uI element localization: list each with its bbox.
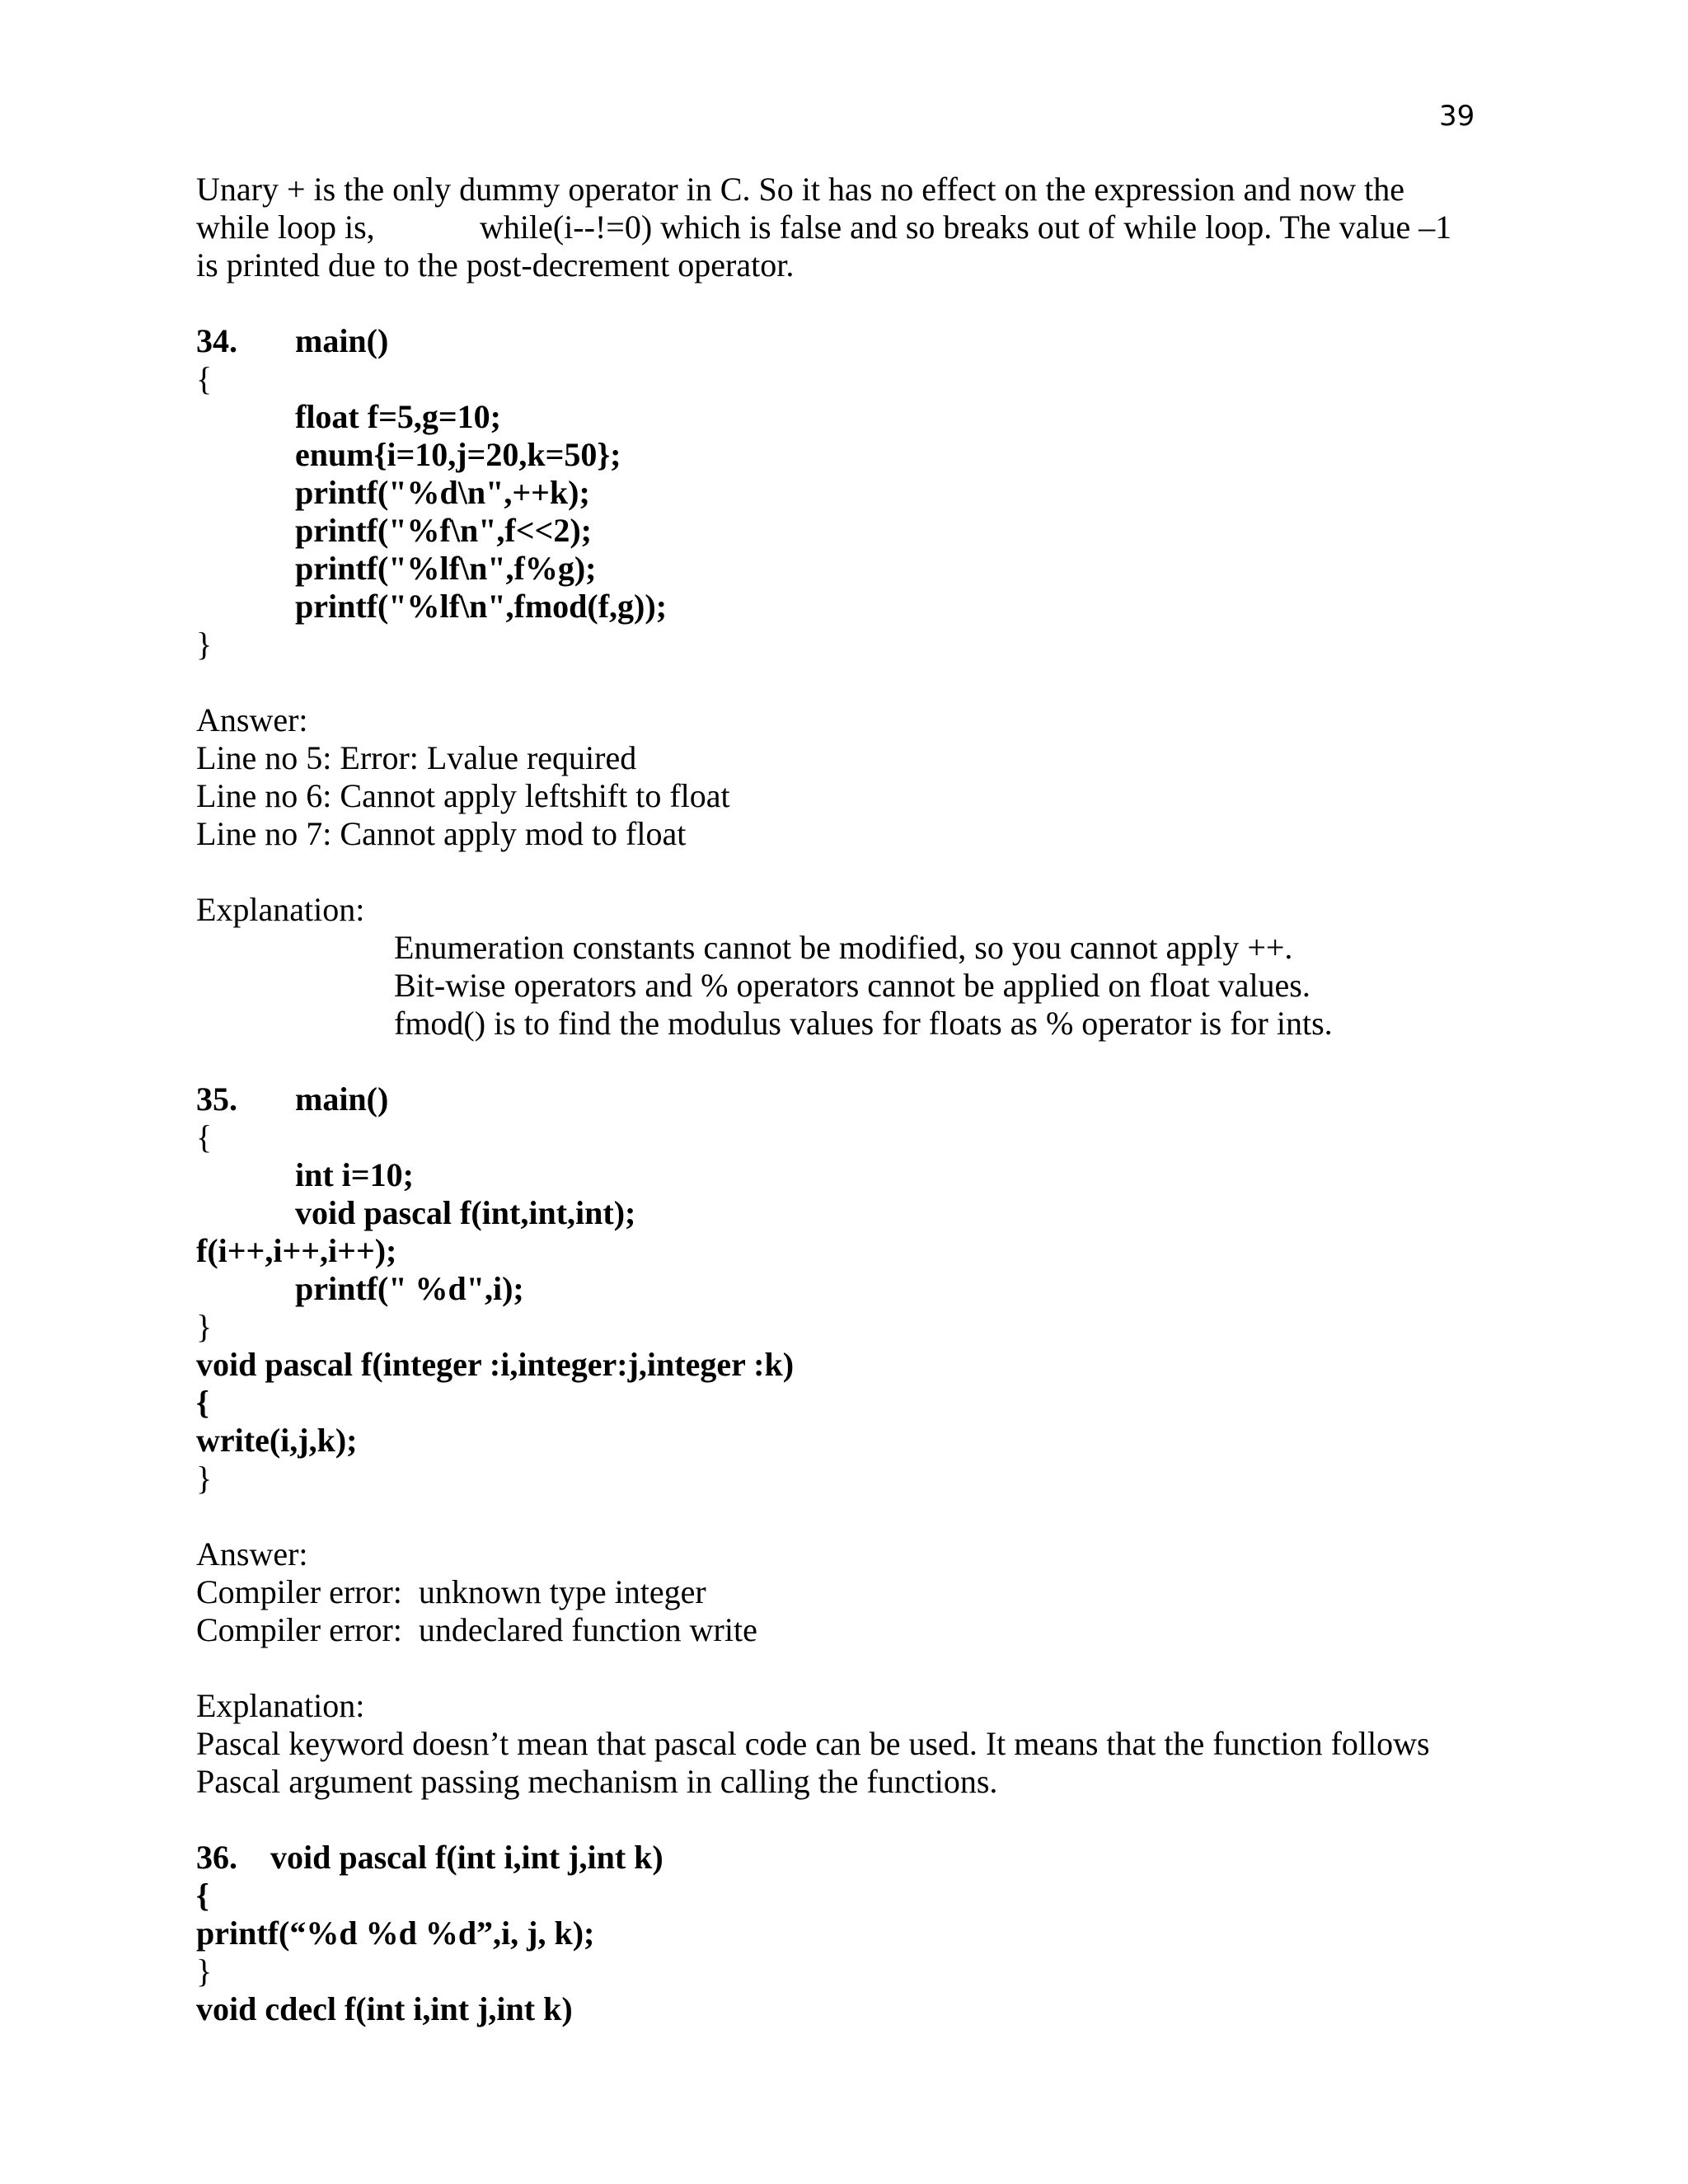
q34-code-line-2: enum{i=10,j=20,k=50}; bbox=[295, 436, 621, 473]
q35-close-brace: } bbox=[196, 1308, 213, 1345]
q36-next-function: void cdecl f(int i,int j,int k) bbox=[196, 1990, 573, 2027]
q35-function-signature: void pascal f(integer :i,integer:j,integer :k) bbox=[196, 1346, 795, 1383]
q34-explanation-line-3: fmod() is to find the modulus values for floats as % operator is for ints. bbox=[394, 1005, 1333, 1042]
q35-function-open-brace: { bbox=[196, 1384, 209, 1421]
q35-code-line-4: printf(" %d",i); bbox=[295, 1270, 524, 1307]
q34-code-line-3: printf("%d\n",++k); bbox=[295, 474, 590, 511]
q36-header: void pascal f(int i,int j,int k) bbox=[270, 1839, 663, 1876]
q36-body: printf(“%d %d %d”,i, j, k); bbox=[196, 1915, 595, 1952]
q36-number: 36. bbox=[196, 1839, 237, 1876]
q34-header: main() bbox=[295, 322, 389, 359]
q34-answer-line-3: Line no 7: Cannot apply mod to float bbox=[196, 815, 687, 852]
q35-answer-line-2: Compiler error: undeclared function write bbox=[196, 1611, 757, 1648]
q34-code-line-4: printf("%f\n",f<<2); bbox=[295, 512, 592, 549]
q35-code-line-1: int i=10; bbox=[295, 1156, 414, 1193]
q34-explanation-line-1: Enumeration constants cannot be modified, so you cannot apply ++. bbox=[394, 929, 1293, 966]
q35-explanation-line-2: Pascal argument passing mechanism in calling the functions. bbox=[196, 1763, 998, 1800]
q35-function-body: write(i,j,k); bbox=[196, 1422, 358, 1459]
q35-code-line-2: void pascal f(int,int,int); bbox=[295, 1194, 636, 1231]
intro-line-1: Unary + is the only dummy operator in C. So it has no effect on the expression and now the bbox=[196, 171, 1404, 208]
page-number: 39 bbox=[1439, 100, 1475, 133]
q35-code-line-3: f(i++,i++,i++); bbox=[196, 1232, 397, 1269]
q34-answer-label: Answer: bbox=[196, 701, 308, 738]
q35-number: 35. bbox=[196, 1080, 237, 1118]
q35-function-close-brace: } bbox=[196, 1460, 213, 1497]
q34-number: 34. bbox=[196, 322, 237, 359]
q34-code-line-6: printf("%lf\n",fmod(f,g)); bbox=[295, 588, 668, 625]
q36-open-brace: { bbox=[196, 1877, 209, 1914]
q35-explanation-label: Explanation: bbox=[196, 1687, 365, 1724]
q34-open-brace: { bbox=[196, 360, 213, 397]
q34-answer-line-2: Line no 6: Cannot apply leftshift to float bbox=[196, 777, 730, 814]
q35-answer-label: Answer: bbox=[196, 1535, 308, 1572]
q35-answer-line-1: Compiler error: unknown type integer bbox=[196, 1573, 706, 1610]
q34-explanation-line-2: Bit-wise operators and % operators cannot be applied on float values. bbox=[394, 967, 1311, 1004]
q35-explanation-line-1: Pascal keyword doesn’t mean that pascal code can be used. It means that the function follows bbox=[196, 1725, 1430, 1762]
q35-header: main() bbox=[295, 1080, 389, 1118]
q34-close-brace: } bbox=[196, 626, 213, 663]
intro-line-3: is printed due to the post-decrement operator. bbox=[196, 246, 795, 284]
q34-code-line-5: printf("%lf\n",f%g); bbox=[295, 550, 597, 587]
q35-open-brace: { bbox=[196, 1118, 213, 1155]
q34-answer-line-1: Line no 5: Error: Lvalue required bbox=[196, 739, 637, 776]
intro-line-2b: while(i--!=0) which is false and so breaks out of while loop. The value –1 bbox=[480, 209, 1452, 246]
q36-close-brace: } bbox=[196, 1952, 213, 1990]
q34-explanation-label: Explanation: bbox=[196, 891, 365, 928]
intro-line-2a: while loop is, bbox=[196, 209, 375, 246]
q34-code-line-1: float f=5,g=10; bbox=[295, 398, 501, 435]
